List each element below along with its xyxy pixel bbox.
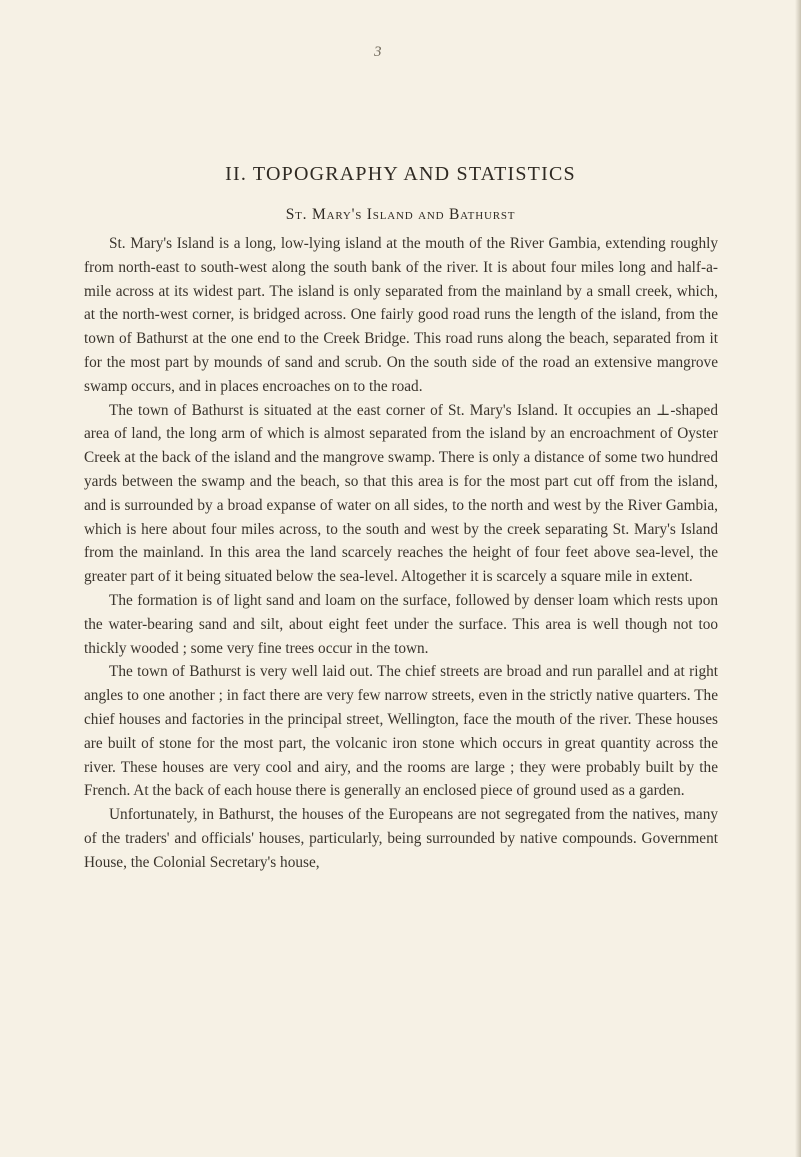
paragraph: St. Mary's Island is a long, low-lying island at the mouth of the River Gambia, extending roughly from north-east to south-west along the south bank of the river. It is about four miles long and half-a-mile across at its widest part. The island is only separated from the mainland by a small creek, which, at the north-west corner, is bridged across. One fairly good road runs the length of the island, from the town of Bathurst at the one end to the Creek Bridge. This road runs along the beach, separated from it for the most part by mounds of sand and scrub. On the south side of the road an extensive mangrove swamp occurs, and in places encroaches on to the road. bbox=[84, 235, 718, 395]
paragraph: Unfortunately, in Bathurst, the houses of the Europeans are not segregated from the natives, many of the traders' and officials' houses, particularly, being surrounded by native compounds. Government House, the Colonial Secretary's house, bbox=[84, 806, 718, 871]
chapter-title: II. TOPOGRAPHY AND STATISTICS bbox=[225, 163, 576, 185]
paragraph: The town of Bathurst is very well laid out. The chief streets are broad and run parallel and at right angles to one another ; in fact there are very few narrow streets, even in the strictly native quarters. The chief houses and factories in the principal street, Wellington, face the mouth of the river. These houses are built of stone for the most part, the volcanic iron stone which occurs in great quantity across the river. These houses are very cool and airy, and the rooms are large ; they were probably built by the French. At the back of each house there is generally an enclosed piece of ground used as a garden. bbox=[84, 663, 718, 800]
body-text bbox=[84, 232, 718, 875]
paragraph: The formation is of light sand and loam on the surface, followed by denser loam which rests upon the water-bearing sand and silt, about eight feet under the surface. This area is well though not too thickly wooded ; some very fine trees occur in the town. bbox=[84, 591, 718, 657]
paragraph: The town of Bathurst is situated at the east corner of St. Mary's Island. It occupies an ⊥-shaped area of land, the long arm of which is almost separated from the island by an encroachment of Oyster Creek at the back of the island and the mangrove swamp. There is only a distance of some two hundred yards between the swamp and the beach, so that this area is for the most part cut off from the island, and is surrounded by a broad expanse of water on all sides, to the north and west by the River Gambia, which is here about four miles across, to the south and west by the creek separating St. Mary's Island from the mainland. In this area the land scarcely reaches the height of four feet above sea-level, the greater part of it being situated below the sea-level. Altogether it is scarcely a square mile in extent. bbox=[84, 401, 718, 586]
page-number: 3 bbox=[374, 44, 382, 60]
section-title: St. Mary's Island and Bathurst bbox=[285, 206, 516, 223]
